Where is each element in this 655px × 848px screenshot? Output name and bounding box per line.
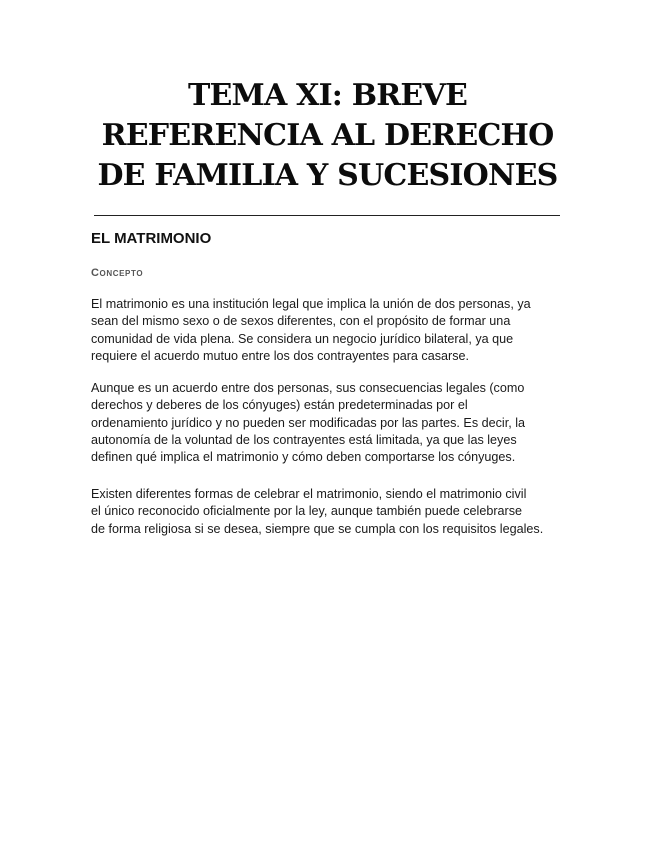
- subheading: Concepto: [91, 267, 144, 279]
- title-divider: [94, 215, 560, 216]
- paragraph-line: el único reconocido oficialmente por la ley, aunque también puede celebrarse: [91, 504, 523, 519]
- paragraph-line: ordenamiento jurídico y no pueden ser modificadas por las partes. Es decir, la: [91, 415, 526, 430]
- paragraph-line: de forma religiosa si se desea, siempre que se cumpla con los requisitos legales.: [91, 521, 544, 536]
- paragraph-line: requiere el acuerdo mutuo entre los dos contrayentes para casarse.: [91, 348, 470, 363]
- paragraph: [91, 486, 566, 538]
- paragraph-line: Aunque es un acuerdo entre dos personas, sus consecuencias legales (como: [91, 381, 525, 395]
- paragraph: [91, 380, 566, 466]
- paragraph: [91, 296, 566, 365]
- title-line: REFERENCIA AL DERECHO: [101, 118, 554, 153]
- title-line: DE FAMILIA Y SUCESIONES: [97, 158, 558, 193]
- paragraph-line: sean del mismo sexo o de sexos diferentes, con el propósito de formar una: [91, 314, 511, 329]
- title-line: TEMA XI: BREVE: [187, 78, 468, 113]
- paragraph-line: El matrimonio es una institución legal que implica la unión de dos personas, ya: [91, 297, 531, 311]
- paragraph-line: autonomía de la voluntad de los contrayentes está limitada, ya que las leyes: [91, 432, 517, 447]
- section-heading: EL MATRIMONIO: [91, 230, 212, 247]
- paragraph-line: comunidad de vida plena. Se considera un negocio jurídico bilateral, ya que: [91, 331, 514, 346]
- page-title: [60, 76, 595, 196]
- paragraph-line: definen qué implica el matrimonio y cómo deben comportarse los cónyuges.: [91, 450, 516, 465]
- paragraph-line: Existen diferentes formas de celebrar el matrimonio, siendo el matrimonio civil: [91, 487, 527, 501]
- paragraph-line: derechos y deberes de los cónyuges) están predeterminadas por el: [91, 398, 468, 413]
